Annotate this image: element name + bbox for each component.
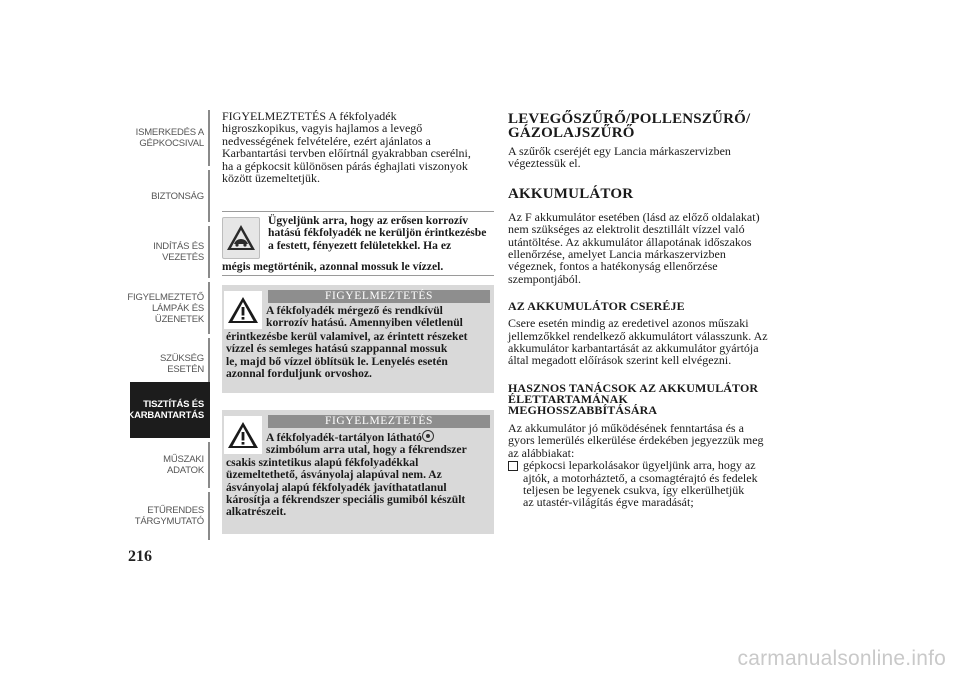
sidebar-tab-care-maintenance[interactable]: TISZTÍTÁS ÉS KARBANTARTÁS xyxy=(130,382,210,438)
text-line: nedvességének felvételére, ezért ajánlatos a xyxy=(222,133,431,148)
sidebar-tab-technical-data[interactable]: MŰSZAKI ADATOK xyxy=(130,442,210,488)
text-line: vízzel és semleges hatású szappannal mossuk xyxy=(226,342,448,356)
text-line: szimbólum arra utal, hogy a fékrendszer xyxy=(266,443,467,457)
intro-paragraph xyxy=(222,110,494,184)
text-line: korrozív hatású. Amennyiben véletlenül xyxy=(266,316,463,330)
text-line: károsítja a fékrendszer speciális gumiból készült xyxy=(226,493,466,507)
text-line: Ügyeljünk arra, hogy az erősen korrozív xyxy=(268,214,469,227)
section-heading-filters: LEVEGŐSZŰRŐ/POLLENSZŰRŐ/ GÁZOLAJSZŰRŐ xyxy=(508,111,751,141)
battery-replacement-paragraph: Csere esetén mindig az eredetivel azonos műszaki jellemzőkkel rendelkező akkumulátort válasszunk. Az akkumulátor karbantartását az akkumulátor gyártója által megadott előírások szerint kell elvégezni. xyxy=(508,316,768,368)
car-paint-icon xyxy=(222,217,260,259)
divider xyxy=(222,211,494,212)
warning-title: FIGYELMEZTETÉS xyxy=(268,290,490,303)
text-line: mégis megtörténik, azonnal mossuk le vízzel. xyxy=(222,260,444,273)
text-line: hatású fékfolyadék ne kerüljön érintkezésbe xyxy=(268,226,487,240)
divider xyxy=(222,275,494,276)
warning-title: FIGYELMEZTETÉS xyxy=(268,415,490,428)
subheading-battery-tips: HASZNOS TANÁCSOK AZ AKKUMULÁTOR ÉLETTARTAMÁNAK MEGHOSSZABBÍTÁSÁRA xyxy=(508,380,759,417)
checkbox-bullet-icon xyxy=(508,461,518,471)
sidebar-tab-emergency[interactable]: SZÜKSÉG ESETÉN xyxy=(130,338,210,390)
section-heading-battery: AKKUMULÁTOR xyxy=(508,185,634,202)
text-line: érintkezésbe kerül valamivel, az érintett részeket xyxy=(226,330,468,343)
text-line: FIGYELMEZTETÉS A fékfolyadék xyxy=(222,109,397,123)
text-line: üzemeltethető, ásványolaj alapúval nem. Az xyxy=(226,468,442,482)
list-item: gépkocsi leparkolásakor ügyeljünk arra, hogy az ajtók, a motorháztető, a csomagtérajtó és fedelek teljesen be legyenek csukva, így elkerülhetjük az utastér-világítás égve maradását; xyxy=(508,459,783,509)
paint-notice xyxy=(222,215,494,273)
sidebar-tab-starting-driving[interactable]: INDÍTÁS ÉS VEZETÉS xyxy=(130,226,210,278)
sidebar-tab-getting-started[interactable]: ISMERKEDÉS A GÉPKOCSIVAL xyxy=(130,110,210,166)
text-line: A fékfolyadék-tartályon látható xyxy=(266,431,422,444)
text-line: alkatrészeit. xyxy=(226,505,287,519)
text-line: le, majd bő vízzel öblítsük le. Lenyelés esetén xyxy=(226,354,448,368)
sidebar-tab-index[interactable]: ETŰRENDES TÁRGYMUTATÓ xyxy=(130,492,210,540)
text-line: csakis szintetikus alapú fékfolyadékkal xyxy=(226,455,419,469)
text-line: A fékfolyadék mérgező és rendkívül xyxy=(266,304,443,317)
warning-triangle-icon xyxy=(224,291,262,329)
warning-box-toxic xyxy=(222,285,494,393)
sidebar-tab-safety[interactable]: BIZTONSÁG xyxy=(130,170,210,222)
text-line: higroszkopikus, vagyis hajlamos a levegő xyxy=(222,121,423,136)
battery-paragraph: Az F akkumulátor esetében (lásd az előző oldalakat) nem szükséges az elektrolit desztillált vízzel való utántöltése. Az akkumulátor állapotának időszakos ellenőrzése, amelyet Lancia márkaszervizben végeznek, fontos a hatékonyság ellenőrzése szempontjából. xyxy=(508,209,760,286)
text-line: Karbantartási tervben előírtnál gyakrabban cserélni, xyxy=(222,146,471,161)
brake-fluid-symbol-icon xyxy=(422,430,434,442)
text-line: a festett, fényezett felületekkel. Ha ez xyxy=(268,238,452,252)
text-line: azonnal forduljunk orvoshoz. xyxy=(226,367,372,381)
subheading-battery-replacement: AZ AKKUMULÁTOR CSERÉJE xyxy=(508,299,685,314)
sidebar-tab-warning-lights[interactable]: FIGYELMEZTETŐ LÁMPÁK ÉS ÜZENETEK xyxy=(130,282,210,334)
watermark: carmanualsonline.info xyxy=(737,647,946,670)
filters-paragraph: A szűrők cseréjét egy Lancia márkaszervizben végeztessük el. xyxy=(508,144,731,171)
text-line: ha a gépkocsit különösen párás éghajlati viszonyok xyxy=(222,158,468,173)
right-column xyxy=(508,112,783,509)
page-number: 216 xyxy=(128,548,152,565)
battery-tips-paragraph: Az akkumulátor jó működésének fenntartása és a gyors lemerülés elkerülése érdekében jegyezzük meg az alábbiakat: xyxy=(508,420,764,460)
text-line: ásványolaj alapú fékfolyadék javíthatatlanul xyxy=(226,480,447,494)
warning-box-synthetic-fluid xyxy=(222,410,494,534)
warning-triangle-icon xyxy=(224,416,262,454)
text-line: között üzemeltetjük. xyxy=(222,171,320,186)
